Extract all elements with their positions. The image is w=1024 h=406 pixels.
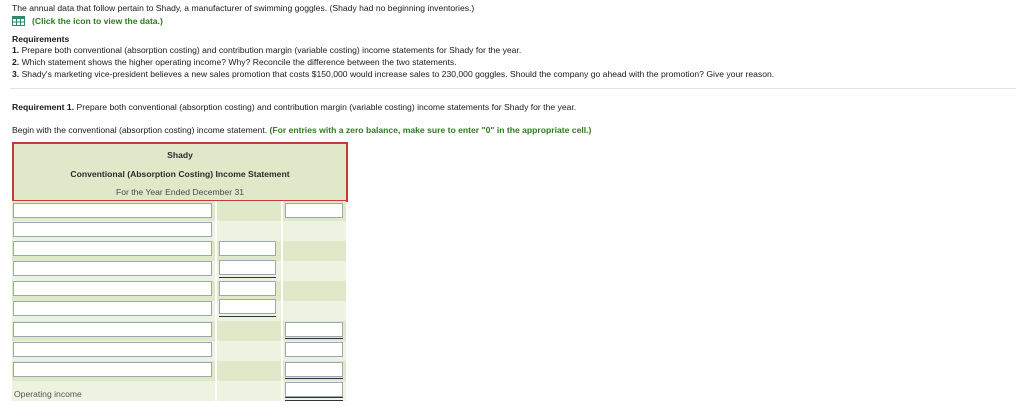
column-separator [281,201,283,401]
amount-input[interactable] [219,260,276,275]
requirement-item [12,69,774,79]
total-amount-input[interactable] [285,203,343,218]
line-item-label-input[interactable] [13,342,212,357]
subtotal-line [219,316,276,317]
line-item-label-input[interactable] [13,301,212,316]
total-amount-input[interactable] [285,362,343,377]
line-item-label-input[interactable] [13,322,212,337]
line-item-label-input[interactable] [13,362,212,377]
double-underline [285,397,343,401]
operating-income-label: Operating income [14,389,82,399]
divider [10,88,1016,89]
requirement-num: 1. [12,45,20,55]
column-separator [215,201,217,401]
total-amount-input[interactable] [285,342,343,357]
data-link[interactable] [12,16,163,26]
statement-header [12,142,348,202]
statement-period: For the Year Ended December 31 [115,187,245,197]
line-item-label-input[interactable] [13,281,212,296]
requirement-item [12,57,457,67]
requirement-text: Shady's marketing vice-president believes a new sales promotion that costs $150,000 would increase sales to 230,000 goggles. Should the company go ahead with the promotion? Give your reason. [21,69,775,79]
requirement-num: 2. [12,57,20,67]
intro-text: The annual data that follow pertain to Shady, a manufacturer of swimming goggles. (Shady had no beginning inventories.) [12,3,475,13]
requirements-title: Requirements [12,34,70,44]
instructions-text: Begin with the conventional (absorption costing) income statement. [12,125,268,135]
line-item-label-input[interactable] [13,222,212,237]
operating-income-input[interactable] [285,382,343,397]
line-item-label-input[interactable] [13,241,212,256]
income-statement-table [12,201,346,401]
zero-balance-note: (For entries with a zero balance, make sure to enter "0" in the appropriate cell.) [269,125,592,135]
requirement-item [12,45,521,55]
subtotal-line [285,378,343,379]
subtotal-line [219,277,276,278]
amount-input[interactable] [219,241,276,256]
requirement-1-text: Prepare both conventional (absorption costing) and contribution margin (variable costing) income statements for Shady for the year. [76,102,577,112]
requirement-1-heading [12,102,576,112]
line-item-label-input[interactable] [13,203,212,218]
data-link-label[interactable]: (Click the icon to view the data.) [32,16,163,26]
total-amount-input[interactable] [285,322,343,337]
instructions [12,125,591,135]
statement-title: Conventional (Absorption Costing) Income Statement [70,169,290,179]
amount-input[interactable] [219,281,276,296]
requirement-1-label: Requirement 1. [12,102,75,112]
subtotal-line [285,338,343,339]
line-item-label-input[interactable] [13,261,212,276]
data-table-icon[interactable] [12,16,25,26]
requirement-num: 3. [12,69,20,79]
requirement-text: Which statement shows the higher operating income? Why? Reconcile the difference between the two statements. [21,57,457,67]
requirement-text: Prepare both conventional (absorption costing) and contribution margin (variable costing) income statements for Shady for the year. [21,45,522,55]
company-name: Shady [167,150,193,160]
amount-input[interactable] [219,299,276,314]
